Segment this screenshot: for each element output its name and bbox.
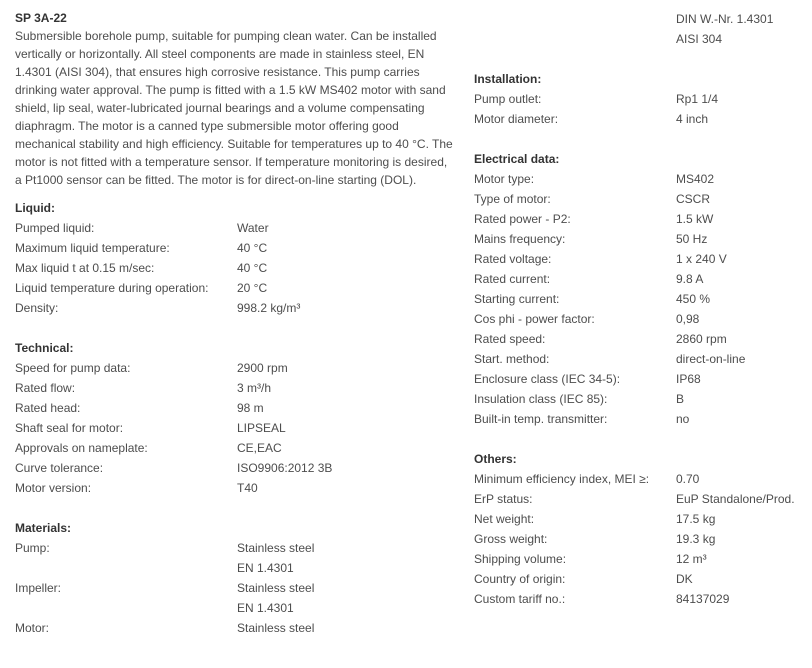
spec-value: 0,98 xyxy=(676,312,700,326)
spec-label: Rated speed: xyxy=(474,332,546,346)
spec-value-line: EN 1.4301 xyxy=(237,601,294,615)
spec-label: Rated voltage: xyxy=(474,252,552,266)
others-section xyxy=(474,469,812,609)
spec-value: Stainless steel xyxy=(237,621,315,635)
spec-value: 98 m xyxy=(237,401,264,415)
spec-value: 1 x 240 V xyxy=(676,252,727,266)
spec-row xyxy=(474,189,812,209)
spec-row xyxy=(474,89,812,109)
spec-row xyxy=(15,438,455,458)
spec-value: 9.8 A xyxy=(676,272,704,286)
material-din-number: DIN W.-Nr. 1.4301 xyxy=(676,12,774,26)
spec-row xyxy=(474,209,812,229)
spec-row xyxy=(474,489,812,509)
product-description: Submersible borehole pump, suitable for pumping clean water. Can be installed vertically or horizontally. All steel components are made in stainless steel, EN 1.4301 (AISI 304), that ensures high corrosive resistance. This pump carries drinking water approval. The pump is fitted with a 1.5 kW MS402 motor with sand shield, lip seal, water-lubricated journal bearings and a volume compensating diaphragm. The motor is a canned type submersible motor offering good mechanical stability and high efficiency. Suitable for temperatures up to 40 °C. The motor is not fitted with a temperature sensor. If temperature monitoring is desired, a Pt1000 sensor can be fitted. The motor is for direct-on-line starting (DOL). xyxy=(15,29,453,187)
spec-value: CSCR xyxy=(676,192,711,206)
spec-label: ErP status: xyxy=(474,492,533,506)
spec-row xyxy=(474,309,812,329)
spec-row xyxy=(474,109,812,129)
spec-value: 20 °C xyxy=(237,281,268,295)
spec-label: Maximum liquid temperature: xyxy=(15,241,170,255)
spec-row xyxy=(15,218,455,238)
installation-heading: Installation: xyxy=(474,72,542,86)
spec-value: 50 Hz xyxy=(676,232,708,246)
spec-row xyxy=(474,169,812,189)
spec-label: Density: xyxy=(15,301,59,315)
electrical-section xyxy=(474,169,812,429)
spec-value: EuP Standalone/Prod. xyxy=(676,492,795,506)
liquid-heading: Liquid: xyxy=(15,201,55,215)
spec-label: Motor type: xyxy=(474,172,535,186)
spec-label: Start. method: xyxy=(474,352,550,366)
spec-row xyxy=(15,278,455,298)
product-title: SP 3A-22 xyxy=(15,11,67,25)
spec-row xyxy=(15,478,455,498)
spec-row xyxy=(474,469,812,489)
spec-label: Enclosure class (IEC 34-5): xyxy=(474,372,621,386)
spec-label: Max liquid t at 0.15 m/sec: xyxy=(15,261,155,275)
spec-row xyxy=(474,289,812,309)
spec-value-line: Stainless steel xyxy=(237,581,315,595)
right-column xyxy=(474,69,812,609)
spec-row xyxy=(474,569,812,589)
left-column xyxy=(15,9,455,638)
spec-value: 12 m³ xyxy=(676,552,707,566)
spec-row xyxy=(474,549,812,569)
spec-label: Rated power - P2: xyxy=(474,212,571,226)
spec-value: 3 m³/h xyxy=(237,381,272,395)
material-spec-top xyxy=(676,9,773,49)
spec-value: IP68 xyxy=(676,372,701,386)
spec-label: Shipping volume: xyxy=(474,552,567,566)
materials-heading: Materials: xyxy=(15,521,72,535)
spec-value: 40 °C xyxy=(237,261,268,275)
spec-label: Curve tolerance: xyxy=(15,461,104,475)
spec-row xyxy=(474,249,812,269)
spec-label: Cos phi - power factor: xyxy=(474,312,595,326)
spec-row xyxy=(474,329,812,349)
liquid-section xyxy=(15,218,455,318)
spec-row xyxy=(15,458,455,478)
spec-label: Pump: xyxy=(15,541,50,555)
spec-value: 17.5 kg xyxy=(676,512,716,526)
spec-value: Water xyxy=(237,221,269,235)
spec-row xyxy=(474,229,812,249)
spec-value: 0.70 xyxy=(676,472,700,486)
spec-label: Motor diameter: xyxy=(474,112,559,126)
materials-section xyxy=(15,538,455,638)
spec-value: B xyxy=(676,392,685,406)
spec-label: Rated current: xyxy=(474,272,551,286)
spec-row xyxy=(15,238,455,258)
spec-value: LIPSEAL xyxy=(237,421,286,435)
spec-value: T40 xyxy=(237,481,258,495)
spec-value: MS402 xyxy=(676,172,715,186)
technical-heading: Technical: xyxy=(15,341,74,355)
spec-value: DK xyxy=(676,572,693,586)
spec-row xyxy=(474,349,812,369)
spec-value: CE,EAC xyxy=(237,441,282,455)
technical-section xyxy=(15,358,455,498)
spec-value: 2900 rpm xyxy=(237,361,288,375)
spec-label: Insulation class (IEC 85): xyxy=(474,392,608,406)
spec-value: 450 % xyxy=(676,292,711,306)
spec-row xyxy=(15,538,455,578)
material-aisi: AISI 304 xyxy=(676,32,723,46)
spec-label: Type of motor: xyxy=(474,192,551,206)
spec-value: 998.2 kg/m³ xyxy=(237,301,301,315)
spec-label: Net weight: xyxy=(474,512,535,526)
installation-section xyxy=(474,89,812,129)
spec-row xyxy=(15,358,455,378)
spec-row xyxy=(474,369,812,389)
spec-row xyxy=(15,578,455,618)
spec-label: Liquid temperature during operation: xyxy=(15,281,209,295)
spec-label: Rated head: xyxy=(15,401,81,415)
spec-label: Shaft seal for motor: xyxy=(15,421,124,435)
spec-value: no xyxy=(676,412,690,426)
spec-row xyxy=(15,378,455,398)
spec-value: 2860 rpm xyxy=(676,332,727,346)
spec-value: 4 inch xyxy=(676,112,709,126)
spec-label: Approvals on nameplate: xyxy=(15,441,148,455)
spec-row xyxy=(15,618,455,638)
spec-label: Gross weight: xyxy=(474,532,548,546)
spec-label: Pumped liquid: xyxy=(15,221,95,235)
spec-label: Impeller: xyxy=(15,581,62,595)
spec-value: direct-on-line xyxy=(676,352,746,366)
spec-label: Starting current: xyxy=(474,292,560,306)
spec-row xyxy=(15,418,455,438)
spec-value: ISO9906:2012 3B xyxy=(237,461,333,475)
spec-label: Built-in temp. transmitter: xyxy=(474,412,608,426)
spec-value: 84137029 xyxy=(676,592,730,606)
spec-label: Pump outlet: xyxy=(474,92,542,106)
spec-label: Rated flow: xyxy=(15,381,76,395)
spec-value xyxy=(237,538,314,578)
spec-row xyxy=(474,509,812,529)
spec-value: 1.5 kW xyxy=(676,212,714,226)
spec-value: Rp1 1/4 xyxy=(676,92,719,106)
spec-value: 40 °C xyxy=(237,241,268,255)
others-heading: Others: xyxy=(474,452,517,466)
spec-label: Speed for pump data: xyxy=(15,361,131,375)
spec-label: Custom tariff no.: xyxy=(474,592,566,606)
spec-value-line: Stainless steel xyxy=(237,541,315,555)
spec-row xyxy=(15,398,455,418)
spec-label: Mains frequency: xyxy=(474,232,566,246)
spec-row xyxy=(15,298,455,318)
spec-label: Motor: xyxy=(15,621,50,635)
spec-value xyxy=(237,578,314,618)
electrical-heading: Electrical data: xyxy=(474,152,560,166)
spec-row xyxy=(474,389,812,409)
spec-value: 19.3 kg xyxy=(676,532,716,546)
spec-row xyxy=(15,258,455,278)
spec-row xyxy=(474,589,812,609)
spec-label: Minimum efficiency index, MEI ≥: xyxy=(474,472,650,486)
spec-row xyxy=(474,409,812,429)
spec-row xyxy=(474,269,812,289)
spec-label: Country of origin: xyxy=(474,572,566,586)
spec-label: Motor version: xyxy=(15,481,92,495)
spec-value-line: EN 1.4301 xyxy=(237,561,294,575)
spec-row xyxy=(474,529,812,549)
